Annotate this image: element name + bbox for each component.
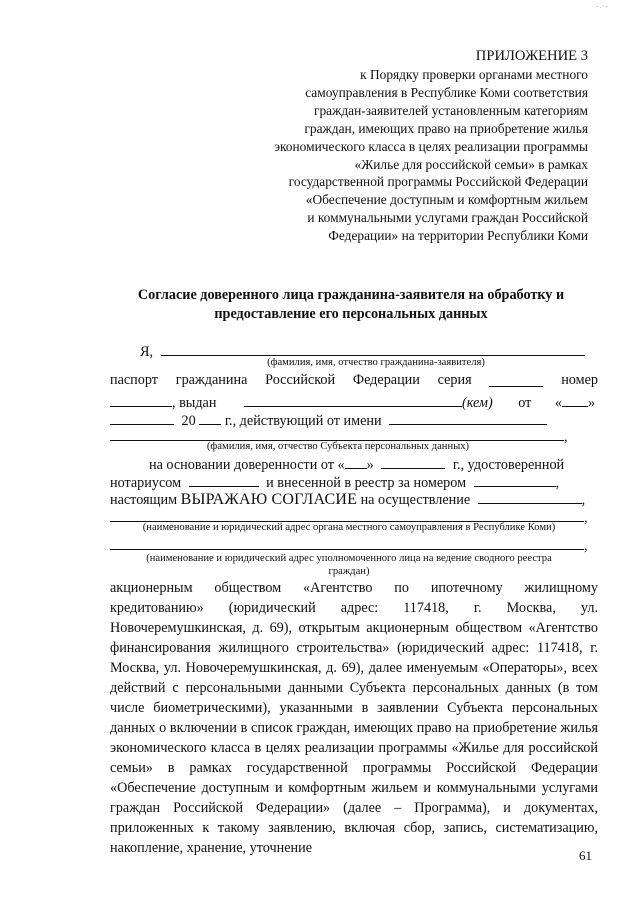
passport-series-field[interactable] [489, 372, 543, 387]
appendix-line: Федерации» на территории Республики Коми [328, 228, 588, 244]
subject-name-field[interactable] [110, 426, 564, 441]
issued-label: , выдан [172, 395, 217, 411]
document-title-line: предоставление его персональных данных [214, 305, 488, 322]
attorney-month-field[interactable] [381, 454, 445, 469]
appendix-header [168, 46, 588, 245]
appendix-line: граждан-заявителей установленным категориям [313, 102, 588, 118]
federation-word: Федерации [352, 372, 420, 388]
consent-body-text: акционерным обществом «Агентство по ипотечному жилищному кредитованию» (юридический адрес: 117418, г. Москва, ул. Новочеремушкинская, д. 69), открытым акционерным обществом «Агентство финансирования жилищного строительства» (юридический адрес: 117418, г. Москва, ул. Новочеремушкинская, д. 69), далее именуемым «Операторы», всех действий с персональными данными Субъекта персональных данных (в том числе биометрическими), указанными в заявлении Субъекта персональных данных о включении в список граждан, имеющих право на приобретение жилья экономического класса в целях реализации программы «Жилье для российской семьи» в рамках государственной программы Российской Федерации «Обеспечение доступным и комфортным жильем и коммунальными услугами граждан Российской Федерации» (далее – Программа), и документах, приложенных к такому заявлению, включая сбор, запись, систематизацию, накопление, хранение, уточнение [110, 580, 598, 856]
express-consent-label: ВЫРАЖАЮ СОГЛАСИЕ [180, 491, 358, 508]
quote-close: » [588, 395, 596, 411]
caption-local-gov: (наименование и юридический адрес органа местного самоуправления в Республике Коми) [142, 522, 556, 533]
document-title-line: Согласие доверенного лица гражданина-заявителя на обработку и [137, 287, 565, 303]
form-row-issued [110, 392, 595, 412]
local-gov-field[interactable] [110, 507, 584, 522]
ya-label: Я, [140, 344, 154, 360]
issued-by-field[interactable] [244, 392, 462, 407]
caption-authorized-person: (наименование и юридический адрес уполномоченного лица на ведение сводного реестра [146, 553, 552, 564]
appendix-line: государственной программы Российской Федерации [288, 174, 588, 190]
issued-by-caption: (кем) [461, 395, 493, 411]
on-exercise-label: на осуществление [360, 492, 471, 508]
authorized-person-field[interactable] [110, 535, 584, 550]
year-suffix: г., действующий от имени [224, 413, 382, 429]
comma: , [564, 429, 568, 445]
year-prefix: 20 [181, 413, 196, 429]
quote-open: « [554, 395, 563, 411]
form-row-passport [110, 372, 598, 389]
comma: , [555, 475, 560, 491]
notary-label: нотариусом [110, 475, 182, 491]
appendix-line: самоуправления в Республике Коми соответствия [305, 84, 588, 100]
appendix-line: к Порядку проверки органами местного [360, 67, 588, 82]
from-label: от [518, 395, 532, 411]
comma: , [581, 492, 586, 508]
appendix-line: «Жилье для российской семьи» в рамках [354, 156, 588, 172]
issue-day-field[interactable] [562, 392, 588, 407]
form-row-consent [110, 489, 585, 509]
document-title [96, 286, 606, 323]
applicant-name-field[interactable] [161, 341, 585, 356]
certified-label: г., удостоверенной [452, 457, 565, 473]
comma: , [584, 510, 588, 526]
appendix-line: «Обеспечение доступным и комфортным жильем [305, 192, 588, 208]
quote-close: » [366, 457, 374, 473]
issue-year-field[interactable] [199, 410, 221, 425]
registry-number-field[interactable] [474, 472, 556, 487]
acting-on-behalf-field[interactable] [389, 410, 547, 425]
consent-subject-field[interactable] [478, 489, 582, 504]
citizen-word: гражданина [175, 372, 248, 388]
page-number: 61 [579, 848, 592, 863]
series-label: серия [437, 372, 472, 388]
hereby-label: настоящим [110, 492, 178, 508]
form-row-attorney [149, 454, 564, 474]
form-row-authorized [110, 535, 588, 555]
appendix-title: ПРИЛОЖЕНИЕ 3 [475, 48, 588, 64]
scan-mark: -.·- [596, 2, 609, 10]
power-of-attorney-label: на основании доверенности от « [149, 457, 345, 473]
passport-word: паспорт [110, 372, 158, 388]
appendix-line: экономического класса в целях реализации программы [274, 138, 588, 154]
appendix-line: граждан, имеющих право на приобретение жилья [304, 120, 588, 136]
passport-number-field[interactable] [110, 392, 172, 407]
registry-label: и внесенной в реестр за номером [266, 475, 467, 491]
russian-word: Российской [265, 372, 336, 388]
attorney-day-field[interactable] [345, 454, 367, 469]
caption-authorized-person-2: граждан) [328, 566, 370, 577]
comma: , [584, 538, 588, 554]
caption-applicant-name: (фамилия, имя, отчество гражданина-заявителя) [267, 357, 485, 368]
issue-month-field[interactable] [110, 410, 174, 425]
number-label: номер [561, 372, 598, 388]
notary-name-field[interactable] [189, 472, 259, 487]
caption-subject-name: (фамилия, имя, отчество Субъекта персональных данных) [206, 441, 470, 452]
appendix-line: и коммунальными услугами граждан Российской [307, 210, 588, 226]
